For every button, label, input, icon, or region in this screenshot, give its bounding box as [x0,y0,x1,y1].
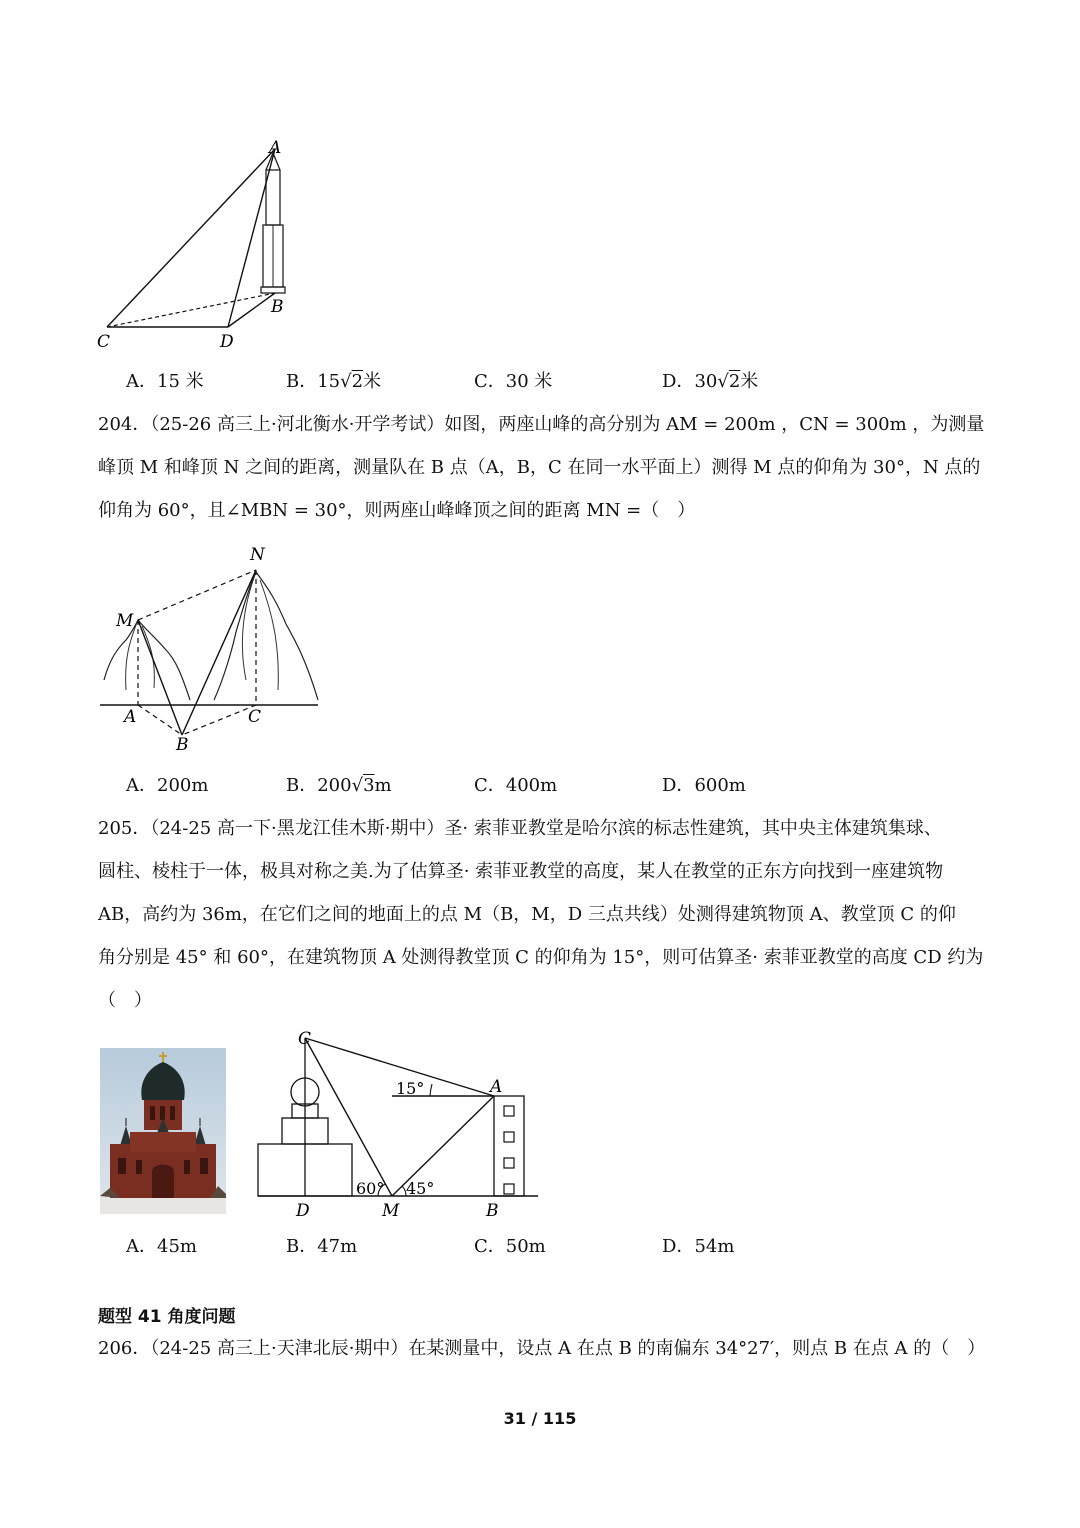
q205-option-b[interactable]: B．47m [286,1236,358,1257]
label-A: A [269,138,282,158]
building-ab [494,1096,524,1196]
label-A: A [124,707,137,727]
mountain-n [214,572,318,700]
q205-line-5: （ ） [98,990,152,1011]
q205-option-a[interactable]: A．45m [126,1236,197,1257]
q203-option-b[interactable]: B．15√2米 [286,371,382,392]
label-M: M [116,611,134,631]
q203-option-d[interactable]: D．30√2米 [662,371,759,392]
label-M: M [382,1201,400,1221]
page-number: 31 / 115 [503,1409,577,1428]
mountain-m [104,620,190,700]
line-CB-dashed [107,293,275,327]
q203-tower-figure [95,135,315,355]
q205-option-d[interactable]: D．54m [662,1236,735,1257]
line-AC [107,149,275,327]
label-D: D [296,1201,310,1221]
q204-line-1: 204．（25-26 高三上·河北衡水·开学考试）如图，两座山峰的高分别为 AM = 200m ，CN = 300m ，为测量 [98,414,985,435]
section-heading: 题型 41 角度问题 [98,1307,236,1327]
q204-option-d[interactable]: D．600m [662,775,746,796]
q203-option-c[interactable]: C．30 米 [474,371,553,392]
window-3 [504,1158,514,1168]
arc-15 [430,1084,432,1096]
label-N: N [250,545,265,565]
q204-line-3: 仰角为 60°，且∠MBN = 30°，则两座山峰峰顶之间的距离 MN =（ ） [98,500,696,521]
line-AD [228,149,275,327]
q205-line-4: 角分别是 45° 和 60°，在建筑物顶 A 处测得教堂顶 C 的仰角为 15°，则可估算圣· 索菲亚教堂的高度 CD 约为 [98,947,984,968]
line-MN [138,570,256,620]
label-15deg: 15° [396,1079,425,1098]
q204-option-a[interactable]: A．200m [126,775,209,796]
line-AB [138,705,182,735]
label-A: A [490,1077,503,1097]
label-B: B [486,1201,499,1221]
label-C: C [97,332,111,352]
line-MB [138,620,182,735]
q204-line-2: 峰顶 M 和峰顶 N 之间的距离，测量队在 B 点（A，B，C 在同一水平面上）测得 M 点的仰角为 30°，N 点的 [98,457,981,478]
tower-upper [266,170,280,225]
mountain-n-ridge-2 [260,580,278,690]
window-1 [504,1106,514,1116]
church-photo [100,1048,226,1214]
q205-church-figure [250,1024,542,1222]
label-60deg: 60° [356,1179,385,1198]
label-B: B [176,735,189,755]
window-4 [504,1184,514,1194]
q206-line: 206．（24-25 高三上·天津北辰·期中）在某测量中，设点 A 在点 B 的南偏东 34°27′，则点 B 在点 A 的（ ） [98,1338,986,1359]
label-C: C [298,1029,312,1049]
label-B: B [271,297,284,317]
label-45deg: 45° [406,1179,435,1198]
q205-line-1: 205．（24-25 高一下·黑龙江佳木斯·期中）圣· 索菲亚教堂是哈尔滨的标志性建筑，其中央主体建筑集球、 [98,818,942,839]
q203-option-a[interactable]: A．15 米 [126,371,204,392]
q205-option-c[interactable]: C．50m [474,1236,546,1257]
window-2 [504,1132,514,1142]
q204-mountain-figure [96,540,326,755]
label-D: D [220,332,234,352]
q205-line-3: AB，高约为 36m，在它们之间的地面上的点 M（B，M，D 三点共线）处测得建筑物顶 A、教堂顶 C 的仰 [98,904,956,925]
q205-line-2: 圆柱、棱柱于一体，极具对称之美.为了估算圣· 索菲亚教堂的高度，某人在教堂的正东方向找到一座建筑物 [98,861,944,882]
line-NB [182,570,256,735]
q204-option-b[interactable]: B．200√3m [286,775,392,796]
q204-option-c[interactable]: C．400m [474,775,558,796]
tower-base [261,287,285,293]
label-C: C [248,707,262,727]
